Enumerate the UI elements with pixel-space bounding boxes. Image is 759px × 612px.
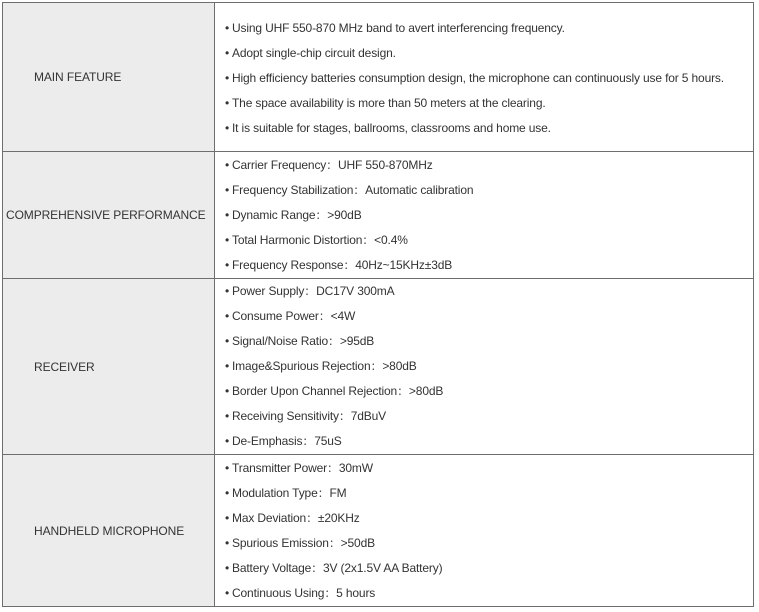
bullet-icon: • xyxy=(225,434,230,449)
list-item: • It is suitable for stages, ballrooms, classrooms and home use. xyxy=(215,116,753,141)
list-item: • Frequency Response：40Hz~15KHz±3dB xyxy=(215,253,753,278)
spec-table xyxy=(2,2,754,607)
bullet-icon: • xyxy=(225,560,230,575)
list-item: • Transmitter Power：30mW xyxy=(215,456,753,481)
bullet-icon: • xyxy=(225,257,230,272)
list-item: • Border Upon Channel Rejection：>80dB xyxy=(215,379,753,404)
list-item: • Dynamic Range：>90dB xyxy=(215,203,753,228)
list-item: • Max Deviation：±20KHz xyxy=(215,506,753,531)
bullet-icon: • xyxy=(225,45,230,60)
list-item: • Using UHF 550-870 MHz band to avert interferencing frequency. xyxy=(215,16,753,41)
list-item: • Image&Spurious Rejection：>80dB xyxy=(215,354,753,379)
section-label: COMPREHENSIVE PERFORMANCE xyxy=(6,208,206,223)
bullet-icon: • xyxy=(225,120,230,135)
section-label-cell xyxy=(3,152,215,278)
bullet-icon: • xyxy=(225,309,230,324)
list-item: • Adopt single-chip circuit design. xyxy=(215,41,753,66)
bullet-icon: • xyxy=(225,334,230,349)
bullet-icon: • xyxy=(225,157,230,172)
list-item: • Signal/Noise Ratio：>95dB xyxy=(215,329,753,354)
bullet-icon: • xyxy=(225,232,230,247)
section-label: RECEIVER xyxy=(34,359,95,374)
list-item: • Spurious Emission：>50dB xyxy=(215,531,753,556)
section-handheld-microphone xyxy=(3,455,754,607)
list-item: • Continuous Using：5 hours xyxy=(215,581,753,606)
list-item: • Total Harmonic Distortion：<0.4% xyxy=(215,228,753,253)
section-label: HANDHELD MICROPHONE xyxy=(34,523,185,538)
list-item: • De-Emphasis：75uS xyxy=(215,429,753,454)
bullet-icon: • xyxy=(225,20,230,35)
bullet-icon: • xyxy=(225,207,230,222)
bullet-icon: • xyxy=(225,359,230,374)
bullet-icon: • xyxy=(225,384,230,399)
bullet-icon: • xyxy=(225,284,230,299)
bullet-icon: • xyxy=(225,409,230,424)
list-item: • High efficiency batteries consumption design, the microphone can continuously use for 5 hours. xyxy=(215,66,753,91)
bullet-icon: • xyxy=(225,95,230,110)
section-items xyxy=(215,455,754,607)
section-main-feature xyxy=(3,3,754,152)
list-item: • Consume Power：<4W xyxy=(215,304,753,329)
bullet-icon: • xyxy=(225,182,230,197)
list-item: • Modulation Type：FM xyxy=(215,481,753,506)
section-label-cell xyxy=(3,455,215,607)
list-item: • Battery Voltage：3V (2x1.5V AA Battery) xyxy=(215,556,753,581)
section-comprehensive-performance xyxy=(3,152,754,278)
list-item: • Carrier Frequency：UHF 550-870MHz xyxy=(215,153,753,178)
section-label-cell xyxy=(3,278,215,455)
section-items xyxy=(215,3,754,152)
bullet-icon: • xyxy=(225,70,230,85)
section-items xyxy=(215,278,754,455)
list-item: • Power Supply：DC17V 300mA xyxy=(215,279,753,304)
list-item: • Receiving Sensitivity：7dBuV xyxy=(215,404,753,429)
list-item: • The space availability is more than 50 meters at the clearing. xyxy=(215,91,753,116)
section-label-cell xyxy=(3,3,215,152)
bullet-icon: • xyxy=(225,585,230,600)
bullet-icon: • xyxy=(225,535,230,550)
bullet-icon: • xyxy=(225,485,230,500)
bullet-icon: • xyxy=(225,460,230,475)
list-item: • Frequency Stabilization：Automatic calibration xyxy=(215,178,753,203)
bullet-icon: • xyxy=(225,510,230,525)
section-items xyxy=(215,152,754,278)
section-label: MAIN FEATURE xyxy=(34,70,122,85)
section-receiver xyxy=(3,278,754,455)
